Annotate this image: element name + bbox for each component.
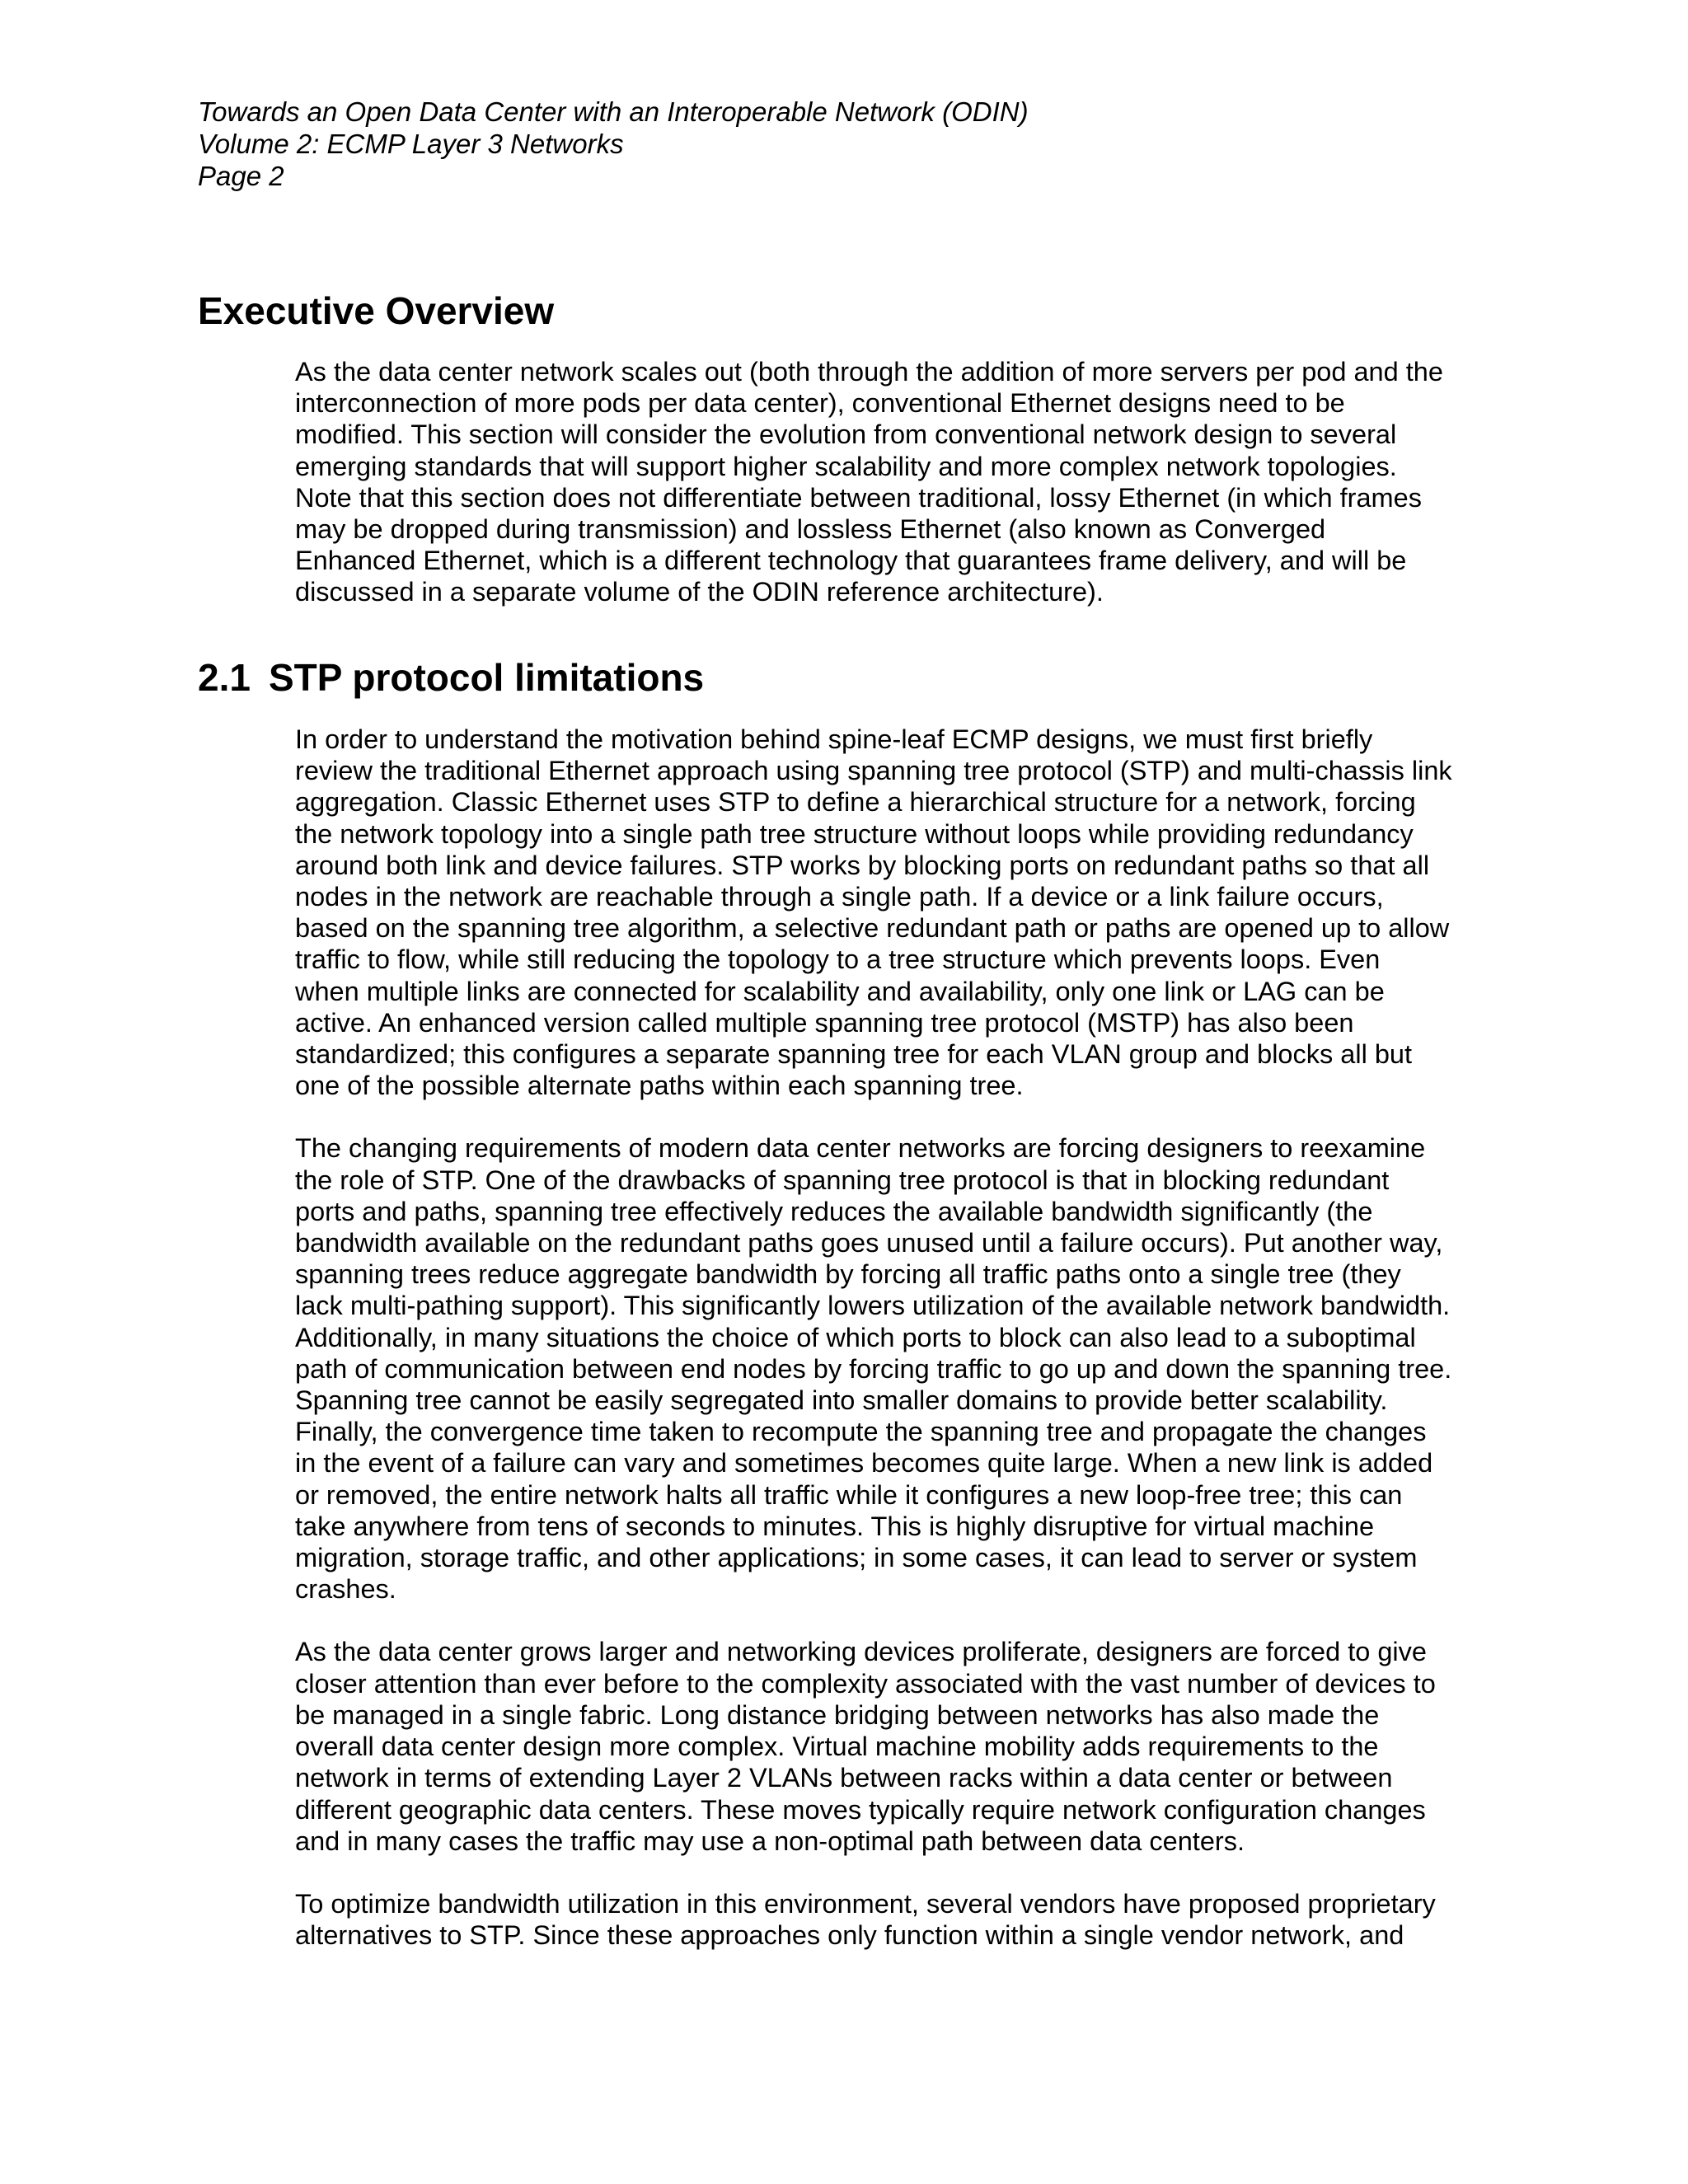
running-header — [198, 96, 1434, 192]
section-2-1-heading — [198, 655, 1517, 700]
text-line: interconnection of more pods per data center), conventional Ethernet designs need to be — [295, 388, 1345, 419]
text-line: The changing requirements of modern data center networks are forcing designers to reexamine — [295, 1133, 1426, 1164]
text-line: Finally, the convergence time taken to recompute the spanning tree and propagate the changes — [295, 1417, 1427, 1447]
paragraph — [295, 724, 1507, 1101]
text-line: As the data center network scales out (both through the addition of more servers per pod and the — [295, 357, 1443, 387]
text-line: nodes in the network are reachable through a single path. If a device or a link failure occurs, — [295, 882, 1384, 912]
text-line: emerging standards that will support higher scalability and more complex network topologies. — [295, 451, 1397, 481]
text-line: overall data center design more complex. Virtual machine mobility adds requirements to the — [295, 1732, 1379, 1762]
text-line: standardized; this configures a separate spanning tree for each VLAN group and blocks all but — [295, 1039, 1413, 1070]
paragraph — [295, 356, 1507, 608]
text-line: alternatives to STP. Since these approaches only function within a single vendor network, and — [295, 1920, 1404, 1951]
text-line: discussed in a separate volume of the ODIN reference architecture). — [295, 577, 1104, 607]
text-line: and in many cases the traffic may use a non-optimal path between data centers. — [295, 1825, 1245, 1856]
text-line: one of the possible alternate paths within each spanning tree. — [295, 1071, 1024, 1101]
text-line: be managed in a single fabric. Long distance bridging between networks has also made the — [295, 1699, 1380, 1730]
executive-overview-title: Executive Overview — [198, 289, 555, 332]
text-line: Spanning tree cannot be easily segregated into smaller domains to provide better scalability. — [295, 1385, 1388, 1416]
paragraph — [295, 1888, 1507, 1951]
text-line: lack multi-pathing support). This significantly lowers utilization of the available network bandwidth. — [295, 1291, 1451, 1321]
paragraph — [295, 1132, 1507, 1605]
text-line: network in terms of extending Layer 2 VLANs between racks within a data center or between — [295, 1763, 1393, 1793]
text-line: review the traditional Ethernet approach using spanning tree protocol (STP) and multi-chassis link — [295, 756, 1452, 786]
text-line: bandwidth available on the redundant paths goes unused until a failure occurs). Put another way, — [295, 1228, 1443, 1258]
text-line: active. An enhanced version called multiple spanning tree protocol (MSTP) has also been — [295, 1007, 1354, 1038]
text-line: As the data center grows larger and networking devices proliferate, designers are forced to give — [295, 1637, 1427, 1667]
text-line: To optimize bandwidth utilization in this environment, several vendors have proposed proprietary — [295, 1888, 1436, 1919]
text-line: Additionally, in many situations the choice of which ports to block can also lead to a suboptimal — [295, 1322, 1416, 1352]
text-line: around both link and device failures. STP works by blocking ports on redundant paths so that all — [295, 850, 1430, 880]
text-line: ports and paths, spanning tree effectively reduces the available bandwidth significantly (the — [295, 1196, 1373, 1226]
text-line: take anywhere from tens of seconds to minutes. This is highly disruptive for virtual machine — [295, 1511, 1375, 1541]
text-line: or removed, the entire network halts all traffic while it configures a new loop-free tree; this can — [295, 1479, 1403, 1510]
text-line: aggregation. Classic Ethernet uses STP to define a hierarchical structure for a network, forcing — [295, 787, 1416, 818]
section-number: 2.1 — [198, 656, 251, 699]
text-line: Note that this section does not differentiate between traditional, lossy Ethernet (in which frames — [295, 482, 1422, 513]
text-line: traffic to flow, while still reducing the topology to a tree structure which prevents loops. Even — [295, 944, 1381, 975]
text-line: different geographic data centers. These moves typically require network configuration changes — [295, 1794, 1426, 1825]
header-volume: Volume 2: ECMP Layer 3 Networks — [198, 129, 624, 159]
text-line: migration, storage traffic, and other applications; in some cases, it can lead to server or system — [295, 1543, 1418, 1573]
text-line: path of communication between end nodes by forcing traffic to go up and down the spanning tree. — [295, 1353, 1452, 1384]
text-line: modified. This section will consider the evolution from conventional network design to several — [295, 419, 1397, 450]
header-page-number: Page 2 — [198, 161, 284, 191]
text-line: the network topology into a single path tree structure without loops while providing redundancy — [295, 818, 1414, 849]
section-2-1-body — [295, 724, 1507, 1982]
text-line: the role of STP. One of the drawbacks of spanning tree protocol is that in blocking redundant — [295, 1165, 1390, 1195]
paragraph — [295, 1636, 1507, 1856]
text-line: when multiple links are connected for scalability and availability, only one link or LAG can be — [295, 976, 1385, 1006]
text-line: spanning trees reduce aggregate bandwidth by forcing all traffic paths onto a single tree (they — [295, 1259, 1401, 1290]
text-line: Enhanced Ethernet, which is a different technology that guarantees frame delivery, and will be — [295, 546, 1407, 576]
header-document-title: Towards an Open Data Center with an Interoperable Network (ODIN) — [198, 96, 1029, 127]
text-line: may be dropped during transmission) and lossless Ethernet (also known as Converged — [295, 514, 1326, 545]
text-line: based on the spanning tree algorithm, a selective redundant path or paths are opened up to allow — [295, 913, 1450, 944]
executive-overview-body — [295, 356, 1507, 640]
text-line: closer attention than ever before to the complexity associated with the vast number of devices to — [295, 1668, 1436, 1699]
text-line: in the event of a failure can vary and sometimes becomes quite large. When a new link is added — [295, 1448, 1433, 1479]
text-line: crashes. — [295, 1574, 396, 1605]
section-title: STP protocol limitations — [268, 656, 705, 699]
executive-overview-heading — [198, 288, 1517, 333]
text-line: In order to understand the motivation behind spine-leaf ECMP designs, we must first briefly — [295, 724, 1373, 754]
